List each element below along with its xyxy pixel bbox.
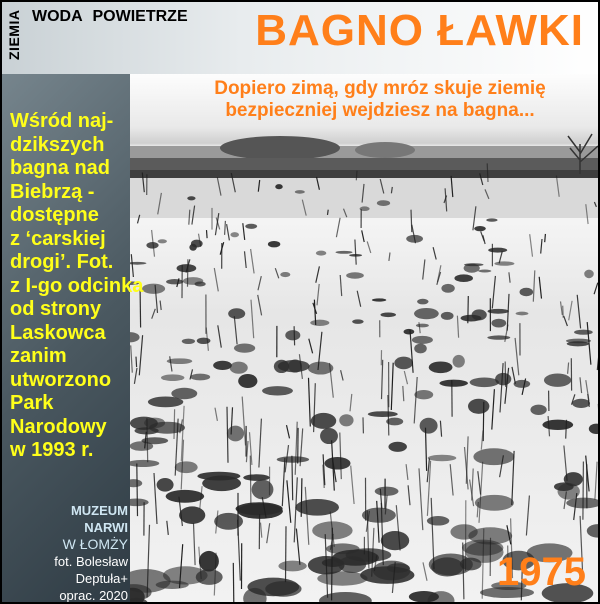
caption-line: dzikszych [10, 133, 105, 156]
caption-line: Biebrzą - [10, 180, 95, 203]
tagline-line-2: bezpieczniej wejdziesz na bagna... [225, 100, 535, 121]
caption-line: Laskowca [10, 321, 106, 344]
caption-line: Park [10, 392, 54, 414]
caption-line: w 1993 r. [10, 439, 94, 461]
tagline-line-1: Dopiero zimą, gdy mróz skuje ziemię [214, 78, 546, 99]
caption-line: zanim [10, 345, 67, 367]
poster-title: BAGNO ŁAWKI [255, 6, 584, 55]
caption-text [10, 110, 160, 463]
snowy-marsh-illustration [130, 74, 600, 604]
photographer-name: Deptuła+ [75, 571, 128, 586]
photo-credit: fot. Bolesław [54, 554, 128, 569]
categories-label: WODA POWIETRZE [32, 8, 188, 25]
caption-line: utworzono [10, 368, 112, 391]
museum-name-2: NARWI [84, 520, 128, 535]
marsh-photo [130, 74, 600, 604]
year-label: 1975 [497, 550, 586, 594]
vertical-label: ZIEMIA [6, 9, 22, 60]
caption-line: Wśród naj- [10, 110, 114, 132]
caption-line: od strony [10, 298, 102, 320]
caption-line: z I-go odcinka [10, 274, 144, 297]
caption-line: Narodowy [10, 415, 107, 438]
caption-line: z ‘carskiej [10, 227, 106, 250]
museum-credits [24, 502, 128, 604]
caption-line: dostępne [10, 204, 99, 226]
tagline [170, 78, 590, 122]
museum-city: W ŁOMŻY [62, 536, 128, 552]
caption-line: bagna nad [10, 157, 111, 179]
edit-credit: oprac. 2020 [59, 588, 128, 603]
caption-line: drogi’. Fot. [10, 251, 114, 273]
museum-name: MUZEUM [70, 503, 128, 518]
